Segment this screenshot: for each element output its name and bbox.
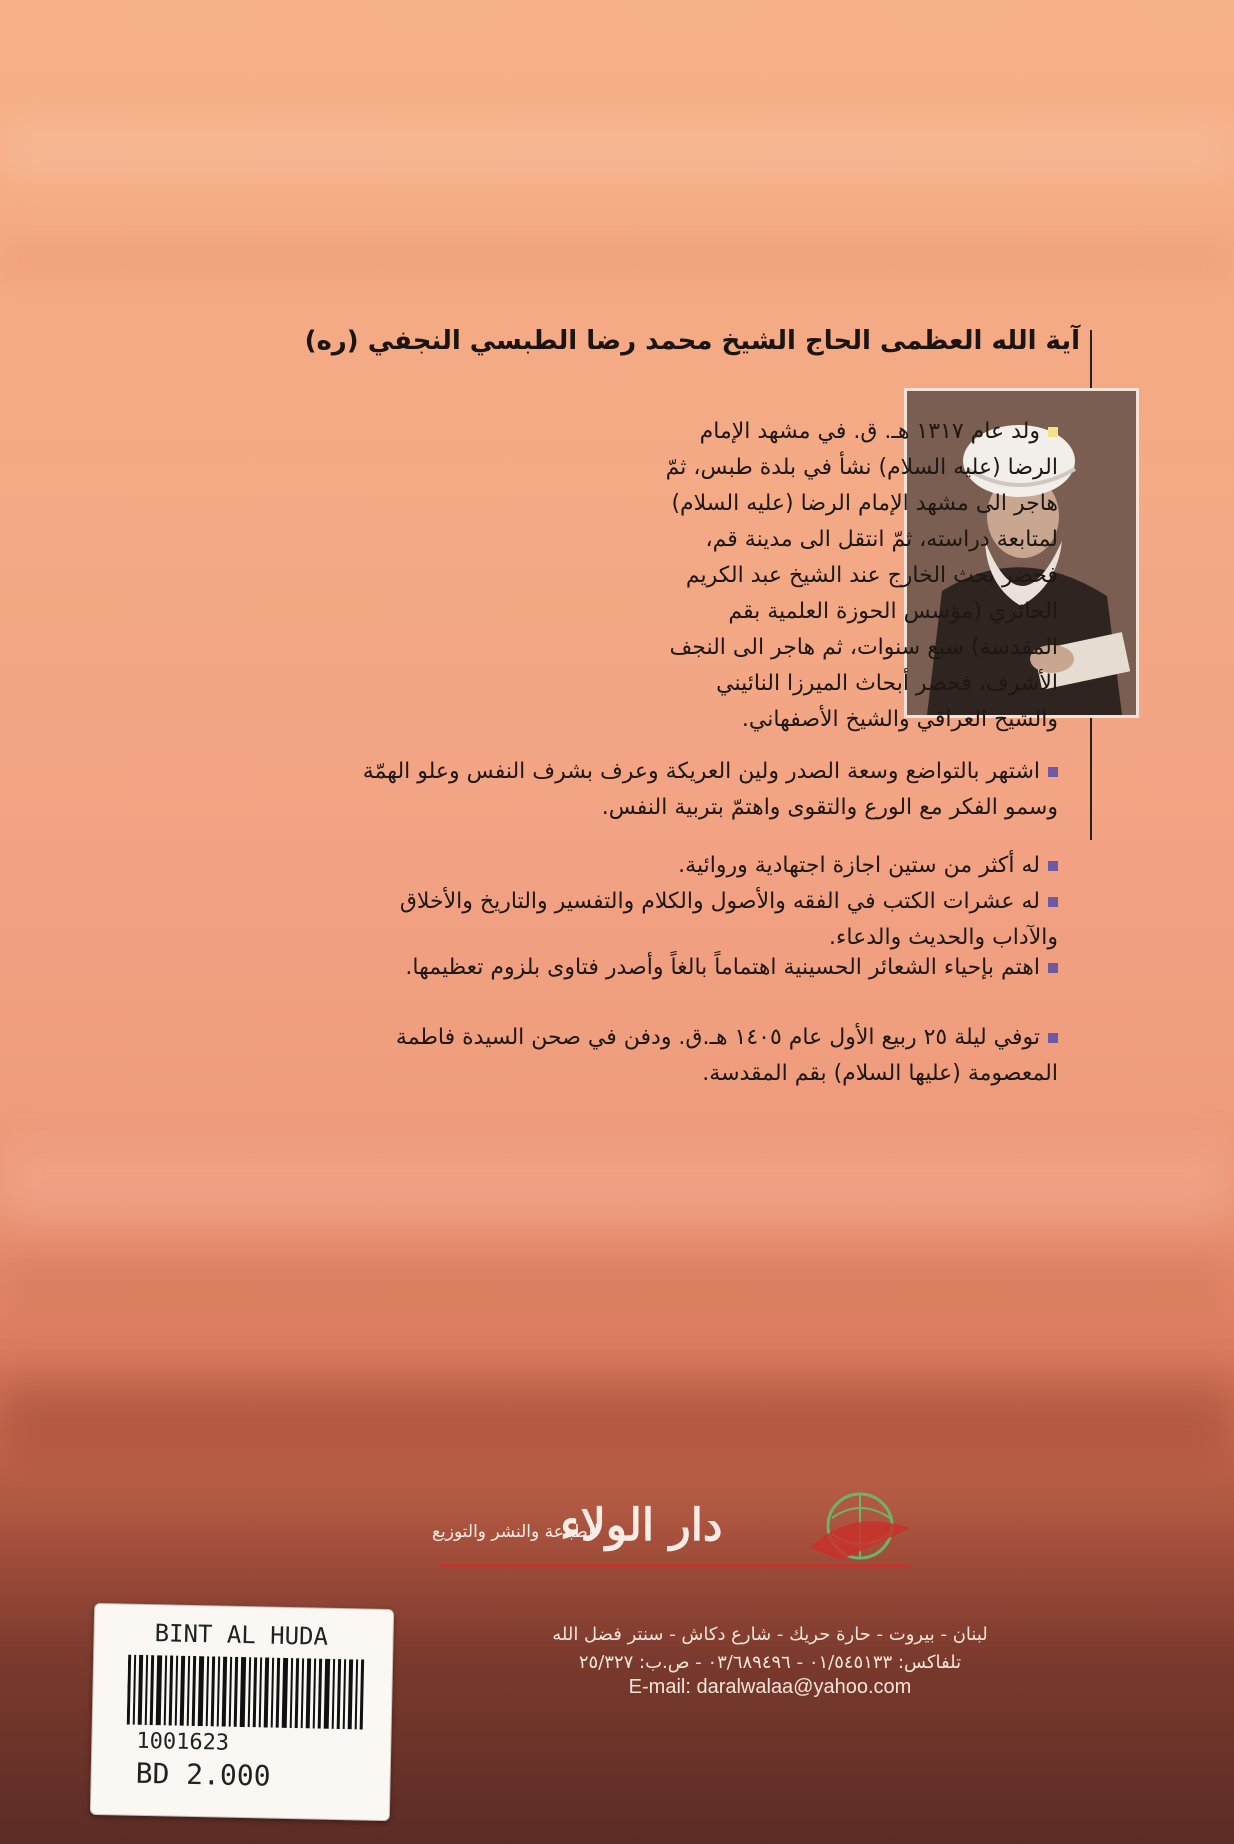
- bullet-icon: [1048, 861, 1058, 871]
- bullet-icon: [1048, 963, 1058, 973]
- publisher-email: E-mail: daralwalaa@yahoo.com: [628, 1676, 912, 1698]
- bg-streak: [0, 1380, 1234, 1460]
- barcode-number: 1001623: [136, 1728, 230, 1756]
- bio-paragraph-ijazat: له أكثر من ستين اجازة اجتهادية وروائية.: [358, 848, 1058, 884]
- bg-streak: [0, 120, 1234, 180]
- publisher-phone: تلفاكس: ٠١/٥٤٥١٣٣ - ٠٣/٦٨٩٤٩٦ - ص.ب: ٢٥/٣٢٧: [578, 1652, 962, 1673]
- bio-paragraph-rituals: اهتم بإحياء الشعائر الحسينية اهتماماً بالغاً وأصدر فتاوى بلزوم تعظيمها.: [358, 950, 1058, 986]
- price-label: BD 2.000: [135, 1756, 271, 1793]
- book-title: آية الله العظمى الحاج الشيخ محمد رضا الطبسي النجفي (ره): [304, 326, 1080, 356]
- price-sticker: [90, 1603, 394, 1821]
- store-label: BINT AL HUDA: [154, 1619, 329, 1651]
- bullet-icon: [1048, 427, 1058, 437]
- bullet-icon: [1048, 897, 1058, 907]
- bio-paragraph-character: اشتهر بالتواضع وسعة الصدر ولين العريكة وعرف بشرف النفس وعلو الهمّة وسمو الفكر مع الورع والتقوى واهتمّ بتربية النفس.: [362, 759, 1058, 820]
- bg-streak: [0, 240, 1234, 280]
- publisher-address: لبنان - بيروت - حارة حريك - شارع دكاش - سنتر فضل الله: [552, 1624, 988, 1645]
- publisher-tagline: للطباعة والنشر والتوزيع: [432, 1522, 599, 1542]
- bio-paragraph-death: توفي ليلة ٢٥ ربيع الأول عام ١٤٠٥ هـ.ق. ودفن في صحن السيدة فاطمة المعصومة (عليها السلام) بقم المقدسة.: [395, 1025, 1058, 1086]
- bullet-icon: [1048, 1033, 1058, 1043]
- bio-paragraph-birth: ولد عام ١٣١٧ هـ. ق. في مشهد الإمام الرضا (عليه السلام) نشأ في بلدة طبس، ثمّ هاجر الى مشهد الإمام الرضا (عليه السلام) لمتابعة دراسته، ثمّ انتقل الى مدينة قم، فحضر بحث الخارج عند الشيخ عبد الكريم الحائري (مؤسس الحوزة العلمية بقم المقدسة) سبع سنوات، ثم هاجر الى النجف الأشرف، فحضر أبحاث الميرزا النائيني والشيخ العراقي والشيخ الأصفهاني.: [665, 419, 1058, 732]
- barcode-icon: [127, 1655, 368, 1730]
- bg-streak: [0, 1150, 1234, 1220]
- bullet-icon: [1048, 767, 1058, 777]
- publisher-name: دار الولاء: [560, 1500, 723, 1551]
- bg-streak: [0, 1260, 1234, 1310]
- bio-paragraph-books: له عشرات الكتب في الفقه والأصول والكلام والتفسير والتاريخ والأخلاق والآداب والحديث والدعاء.: [399, 889, 1058, 950]
